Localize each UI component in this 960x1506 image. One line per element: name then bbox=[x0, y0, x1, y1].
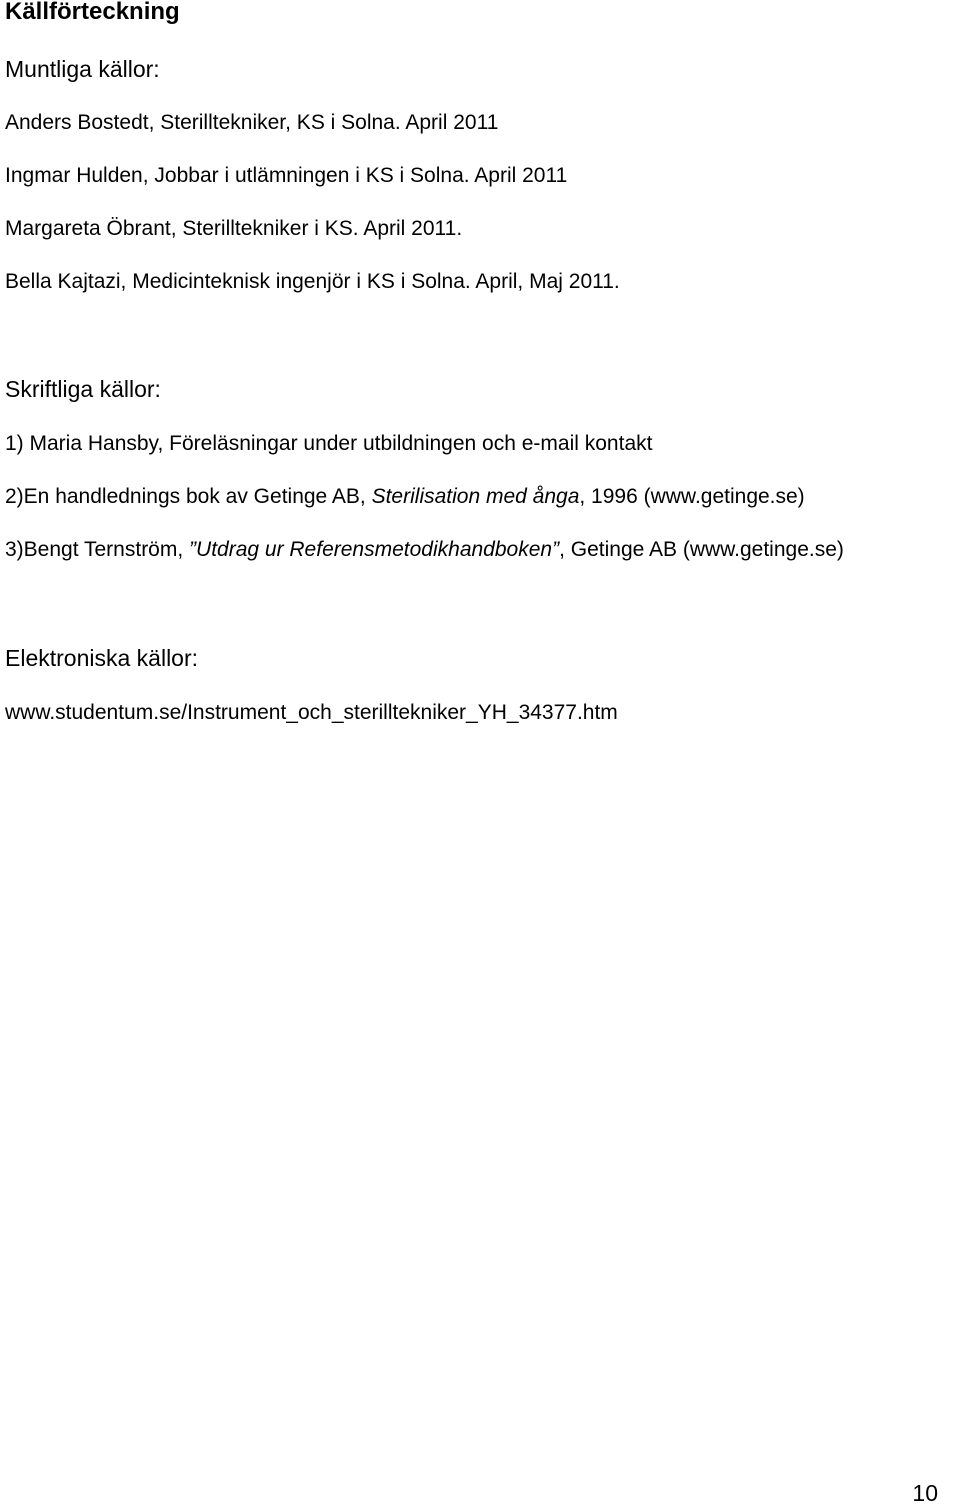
oral-source-3: Margareta Öbrant, Sterilltekniker i KS. April 2011. bbox=[5, 217, 463, 240]
electronic-source-1: www.studentum.se/Instrument_och_sterilltekniker_YH_34377.htm bbox=[5, 701, 618, 724]
written-source-3-title: ”Utdrag ur Referensmetodikhandboken” bbox=[189, 538, 560, 561]
written-source-3-author: 3)Bengt Ternström, bbox=[5, 538, 190, 561]
page-title: Källförteckning bbox=[5, 0, 180, 25]
oral-source-1: Anders Bostedt, Sterilltekniker, KS i Solna. April 2011 bbox=[5, 111, 499, 134]
oral-sources-title: Muntliga källor: bbox=[5, 56, 160, 82]
written-source-1: 1) Maria Hansby, Föreläsningar under utbildningen och e-mail kontakt bbox=[5, 432, 653, 455]
oral-source-2: Ingmar Hulden, Jobbar i utlämningen i KS i Solna. April 2011 bbox=[5, 164, 568, 187]
oral-source-4: Bella Kajtazi, Medicinteknisk ingenjör i KS i Solna. April, Maj 2011. bbox=[5, 270, 620, 293]
written-source-2-title: Sterilisation med ånga bbox=[371, 485, 580, 508]
written-source-2-author: 2)En handlednings bok av Getinge AB, bbox=[5, 485, 372, 508]
written-source-2 bbox=[5, 486, 805, 507]
written-source-3 bbox=[5, 539, 844, 560]
page-number: 10 bbox=[912, 1480, 938, 1506]
written-source-3-details: , Getinge AB (www.getinge.se) bbox=[559, 538, 844, 561]
electronic-sources-title: Elektroniska källor: bbox=[5, 645, 199, 671]
written-source-2-details: , 1996 (www.getinge.se) bbox=[579, 485, 805, 508]
written-sources-title: Skriftliga källor: bbox=[5, 376, 161, 402]
